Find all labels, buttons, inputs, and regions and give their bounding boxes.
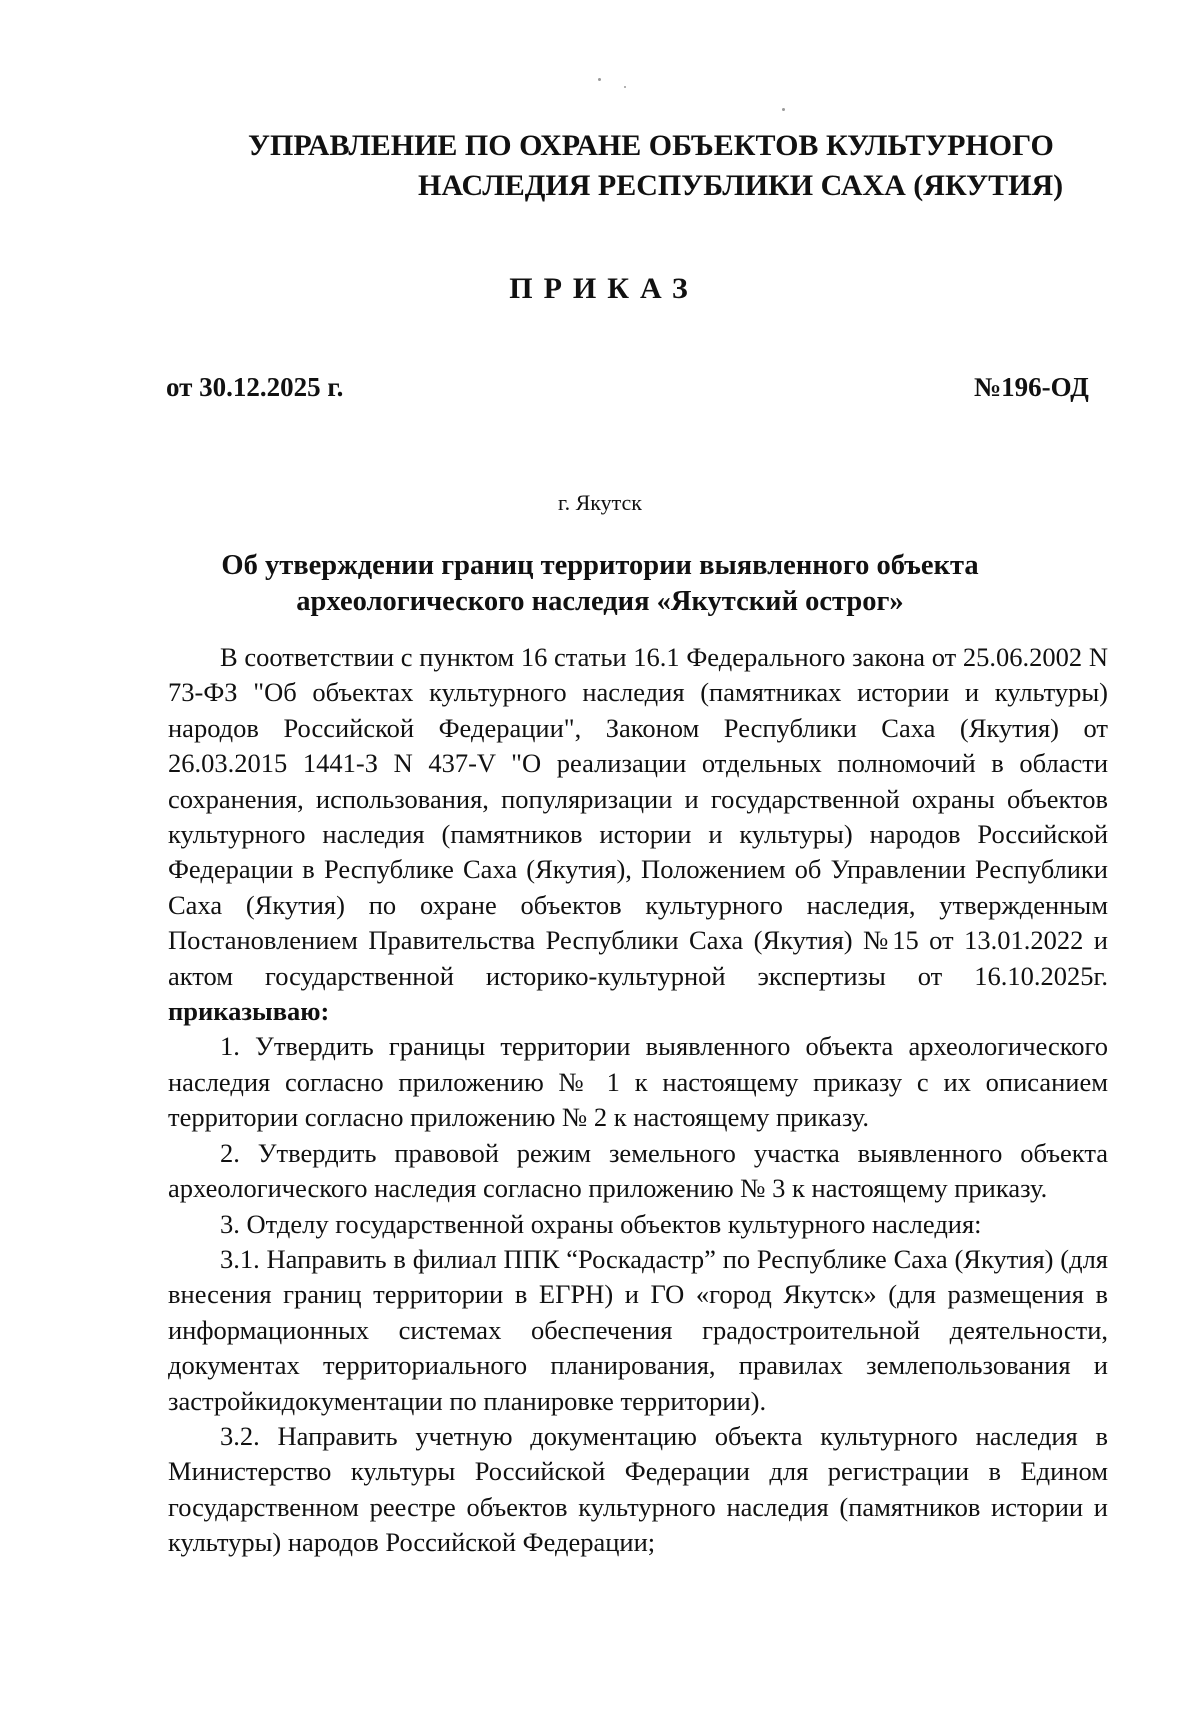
document-date: от 30.12.2025 г. — [166, 372, 344, 402]
document-subject: Об утверждении границ территории выявленного объекта археологического наследия «Якутский острог» — [221, 550, 979, 617]
org-name-line-1: УПРАВЛЕНИЕ ПО ОХРАНЕ ОБЪЕКТОВ КУЛЬТУРНОГО — [248, 129, 1054, 162]
document-number: №196-ОД — [974, 372, 1089, 402]
item-2: 2. Утвердить правовой режим земельного участка выявленного объекта археологического наследия согласно приложению № 3 к настоящему приказу. — [168, 1137, 1108, 1204]
item-3: 3. Отделу государственной охраны объектов культурного наследия: — [220, 1208, 982, 1239]
preamble-paragraph — [168, 640, 1108, 1029]
document-body — [168, 640, 1108, 1561]
item-3-1: 3.1. Направить в филиал ППК “Роскадастр” по Республике Саха (Якутия) (для внесения границ территории в ЕГРН) и ГО «город Якутск» (для размещения в информационных системах обеспечения градостроительной деятельности, документах территориального планирования, правилах землепользования и застройкидокументации по планировке территории). — [168, 1243, 1108, 1416]
item-3-2: 3.2. Направить учетную документацию объекта культурного наследия в Министерство культуры Российской Федерации для регистрации в Едином государственном реестре объектов культурного наследия (памятников истории и культуры) народов Российской Федерации; — [168, 1420, 1108, 1558]
scan-speck — [598, 78, 601, 81]
scan-speck — [782, 108, 785, 111]
scan-speck — [624, 86, 626, 88]
document-type-title: ПРИКАЗ — [509, 272, 699, 305]
order-word: приказываю: — [168, 996, 330, 1027]
preamble-text: В соответствии с пунктом 16 статьи 16.1 Федерального закона от 25.06.2002 N 73-ФЗ "Об объектах культурного наследия (памятниках истории и культуры) народов Российской Федерации", Законом Республики Саха (Якутия) от 26.03.2015 1441-З N 437-V "О реализации отдельных полномочий в области сохранения, использования, популяризации и государственной охраны объектов культурного наследия (памятников истории и культуры) народов Российской Федерации в Республике Саха (Якутия), Положением об Управлении Республики Саха (Якутия) по охране объектов культурного наследия, утвержденным Постановлением Правительства Республики Саха (Якутия) №15 от 13.01.2022 и актом государственной историко-культурной экспертизы от 16.10.2025г. — [168, 642, 1108, 991]
org-name-line-2: НАСЛЕДИЯ РЕСПУБЛИКИ САХА (ЯКУТИЯ) — [418, 169, 1064, 202]
item-1: 1. Утвердить границы территории выявленного объекта археологического наследия согласно приложению № 1 к настоящему приказу с их описанием территории согласно приложению № 2 к настоящему приказу. — [168, 1031, 1108, 1133]
document-city: г. Якутск — [558, 490, 642, 515]
